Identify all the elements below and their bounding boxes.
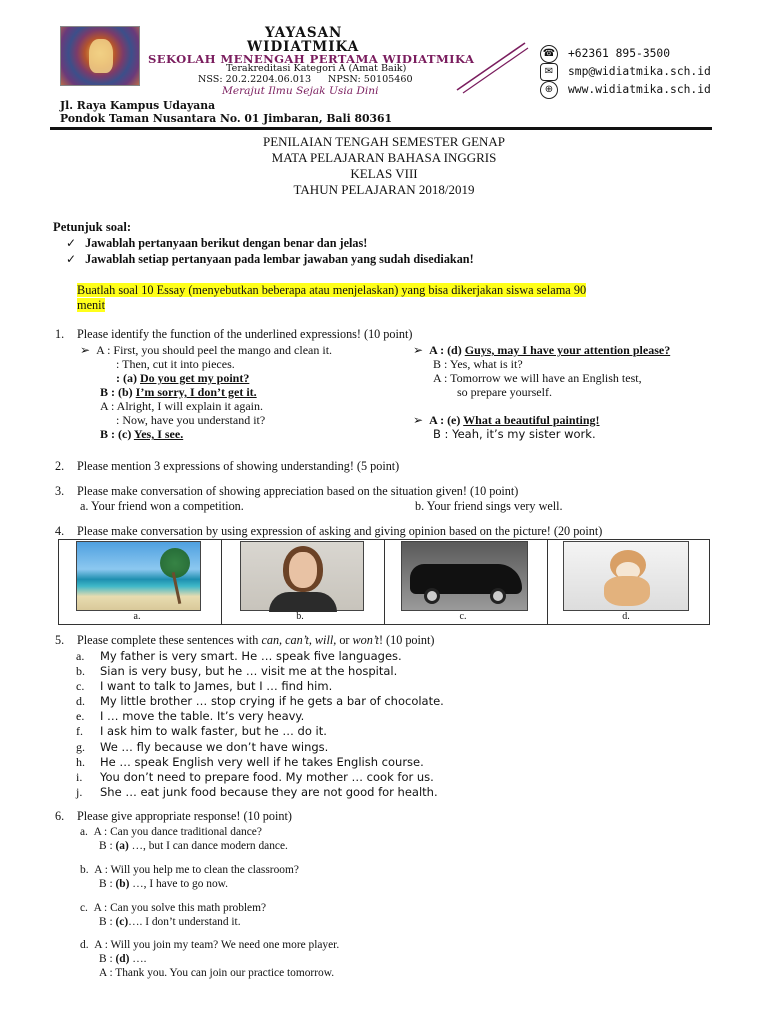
dialog-line: : Now, have you understand it?	[116, 413, 266, 427]
q1-number: 1.	[55, 327, 65, 341]
q5-item-text: I ask him to walk faster, but he … do it.	[100, 724, 327, 739]
q5-item-label: g.	[76, 739, 85, 754]
arrow-icon: ➢	[413, 343, 424, 357]
npsn: NPSN: 50105460	[328, 74, 413, 85]
q2-number: 2.	[55, 459, 65, 473]
phone-icon: ☎	[540, 45, 558, 63]
dialog-line: so prepare yourself.	[457, 385, 552, 399]
q5-list	[76, 649, 444, 800]
q5-item	[76, 755, 444, 770]
instruction-text: Jawablah setiap pertanyaan pada lembar jawaban yang sudah disediakan!	[85, 252, 474, 266]
q5-item-label: a.	[76, 649, 85, 663]
q5-item-label: h.	[76, 754, 85, 769]
q5-item	[76, 709, 444, 724]
school-name: SEKOLAH MENENGAH PERTAMA WIDIATMIKA	[148, 52, 475, 66]
q6-item-a: a. A : Can you dance traditional dance? B : (a) …, but I can dance modern dance.	[80, 826, 288, 852]
arrow-icon: ➢	[413, 413, 424, 427]
highlight-line-2: menit	[77, 298, 106, 313]
highlight-line-1: Buatlah soal 10 Essay (menyebutkan beberapa atau menjelaskan) yang bisa dikerjakan siswa selama 90	[77, 283, 587, 297]
address-line-2: Pondok Taman Nusantara No. 01 Jimbaran, Bali 80361	[60, 112, 393, 125]
q5-item-label: e.	[76, 709, 85, 724]
q5-item-text: I want to talk to James, but I … find him.	[100, 679, 333, 694]
year-title: TAHUN PELAJARAN 2018/2019	[293, 182, 475, 197]
q5-item-label: j.	[76, 784, 83, 799]
picture-label-d: d.	[622, 611, 630, 622]
instruction-item	[66, 236, 367, 251]
q5-item-text: You don’t need to prepare food. My mother … cook for us.	[100, 769, 434, 784]
dialog-line: A : Tomorrow we will have an English test,	[433, 371, 642, 385]
phone-number: +62361 895-3500	[568, 47, 671, 60]
school-logo	[60, 26, 140, 86]
q5-item-text: My father is very smart. He … speak five languages.	[100, 649, 402, 663]
nss: NSS: 20.2.2204.06.013	[198, 74, 312, 85]
website: www.widiatmika.sch.id	[568, 83, 711, 96]
dialog-line: B : (b) I’m sorry, I don’t get it.	[100, 385, 257, 399]
dialog-line: A : Alright, I will explain it again.	[100, 399, 263, 413]
dialog-line: : (a) Do you get my point?	[116, 371, 250, 385]
q5-item-text: We … fly because we don’t have wings.	[100, 739, 329, 754]
q5-item-text: Sian is very busy, but he … visit me at the hospital.	[100, 664, 398, 679]
instruction-item	[66, 252, 474, 267]
q5-item	[76, 770, 444, 785]
decorative-lines	[455, 40, 530, 95]
dialog-line: A : First, you should peel the mango and clean it.	[96, 343, 333, 357]
q6-text: Please give appropriate response! (10 point)	[77, 809, 292, 823]
q5-item-label: i.	[76, 769, 83, 784]
q3-option-a: a. Your friend won a competition.	[80, 499, 244, 513]
woman-portrait-picture	[240, 541, 364, 611]
arrow-icon: ➢	[80, 343, 91, 357]
dialog-line: B : Yes, what is it?	[433, 357, 523, 371]
q6-item-b: b. A : Will you help me to clean the classroom? B : (b) …, I have to go now.	[80, 864, 299, 890]
exam-title: PENILAIAN TENGAH SEMESTER GENAP	[262, 134, 506, 149]
q5-item	[76, 664, 444, 679]
foundation-name: WIDIATMIKA	[247, 39, 360, 55]
table-divider	[221, 539, 222, 625]
email-icon: ✉	[540, 63, 558, 81]
motto: Merajut Ilmu Sejak Usia Dini	[222, 85, 379, 97]
q4-text: Please make conversation by using expression of asking and giving opinion based on the picture! (20 point)	[77, 524, 603, 538]
q5-item-label: f.	[76, 724, 83, 739]
q5-item-label: d.	[76, 694, 85, 709]
email-address: smp@widiatmika.sch.id	[568, 65, 711, 78]
q5-item	[76, 694, 444, 709]
globe-icon: ⊕	[540, 81, 558, 99]
q3-option-b: b. Your friend sings very well.	[415, 499, 563, 513]
header-rule	[50, 127, 712, 130]
check-icon: ✓	[66, 252, 77, 266]
q1-right-dialog: ➢ A : (d) Guys, may I have your attention please? B : Yes, what is it? A : Tomorrow we will have an English test, so prepare yourself. ➢ A : (e) What a beautiful painting! B : Yeah, it’s my sister work.	[413, 343, 671, 441]
q5-item-label: c.	[76, 679, 85, 694]
puppy-picture	[563, 541, 689, 611]
q3-text: Please make conversation of showing appreciation based on the situation given! (10 point)	[77, 484, 519, 498]
instructions-heading: Petunjuk soal:	[53, 220, 132, 234]
q6-item-d: d. A : Will you join my team? We need one more player. B : (d) …. A : Thank you. You can join our practice tomorrow.	[80, 939, 340, 979]
q5-item	[76, 785, 444, 800]
q5-item	[76, 724, 444, 739]
check-icon: ✓	[66, 236, 77, 250]
dialog-line: : Then, cut it into pieces.	[116, 357, 235, 371]
car-picture	[401, 541, 528, 611]
q3-number: 3.	[55, 484, 65, 498]
q5-item-label: b.	[76, 664, 85, 679]
picture-label-a: a.	[133, 611, 141, 622]
picture-label-c: c.	[459, 611, 467, 622]
picture-label-b: b.	[296, 611, 304, 622]
dialog-line: B : (c) Yes, I see.	[100, 427, 184, 441]
address-line-1: Jl. Raya Kampus Udayana	[60, 99, 216, 112]
foundation-label: YAYASAN	[265, 25, 343, 41]
table-divider	[384, 539, 385, 625]
q5-item	[76, 679, 444, 694]
q1-text: Please identify the function of the underlined expressions! (10 point)	[77, 327, 413, 341]
q5-item-text: I … move the table. It’s very heavy.	[100, 709, 305, 724]
q5-item	[76, 740, 444, 755]
q6-number: 6.	[55, 809, 65, 823]
table-divider	[547, 539, 548, 625]
q5-item-text: My little brother … stop crying if he gets a bar of chocolate.	[100, 694, 444, 709]
q5-item-text: He … speak English very well if he takes English course.	[100, 754, 424, 769]
class-title: KELAS VIII	[350, 166, 418, 181]
q5-item	[76, 649, 444, 664]
q6-item-c: c. A : Can you solve this math problem? B : (c)…. I don’t understand it.	[80, 902, 267, 928]
q5-item-text: She … eat junk food because they are not good for health.	[100, 784, 438, 799]
subject-title: MATA PELAJARAN BAHASA INGGRIS	[271, 150, 497, 165]
dialog-line: B : Yeah, it’s my sister work.	[433, 427, 596, 441]
q5-text: Please complete these sentences with can, can’t, will, or won’t! (10 point)	[77, 633, 435, 647]
highlight-note	[77, 283, 586, 314]
accreditation: Terakreditasi Kategori A (Amat Baik)	[226, 63, 407, 74]
instruction-text: Jawablah pertanyaan berikut dengan benar dan jelas!	[85, 236, 368, 250]
q1-left-dialog	[80, 343, 332, 441]
q2-text: Please mention 3 expressions of showing understanding! (5 point)	[77, 459, 400, 473]
q5-number: 5.	[55, 633, 65, 647]
beach-picture	[76, 541, 201, 611]
q4-number: 4.	[55, 524, 65, 538]
